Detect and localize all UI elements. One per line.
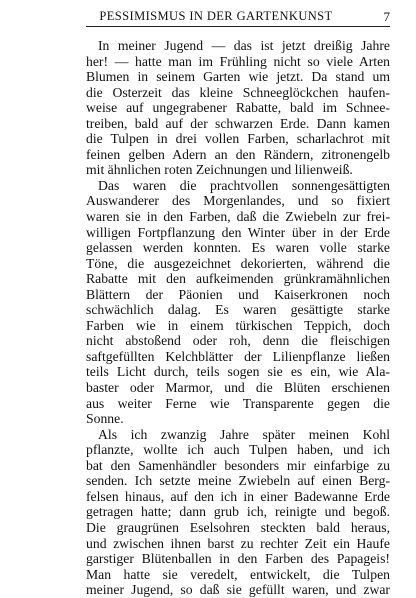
text-line: teils Licht durch, teils sogen sie es ein, wie Ala- [86, 364, 390, 380]
text-line: Blumen in seinem Garten wie jetzt. Da stand um [86, 69, 390, 85]
text-line: In meiner Jugend — das ist jetzt dreißig Jahre [98, 38, 390, 53]
text-line: feinen gelben Adern an den Rändern, zitronengelb [86, 146, 390, 162]
text-line: nicht abstoßend oder roh, denn die fleischigen [86, 333, 390, 349]
text-line: garstiger Blütenballen in den Farben des Papageis! [86, 551, 390, 567]
text-line: Auswanderer des Morgenlandes, und so fixiert [86, 193, 390, 209]
body-text [86, 38, 390, 598]
running-head: PESSIMISMUS IN DER GARTENKUNST [99, 9, 333, 23]
text-line: Töne, die ausgezeichnet dekorierten, während die [86, 255, 390, 271]
text-line: Man hatte sie veredelt, entwickelt, die Tulpen [86, 566, 390, 582]
text-line: Farben wie in einem türkischen Teppich, doch [86, 317, 390, 333]
text-line: waren sie in den Farben, daß die Zwiebeln zur frei- [86, 209, 390, 225]
text-line: Rabatte mit den aufkeimenden grünkramähnlichen [86, 271, 390, 287]
text-line: saftgefüllten Kelchblätter der Lilienpflanze ließen [86, 348, 390, 364]
text-line: Blättern der Päonien und Kaiserkronen noch [86, 286, 390, 302]
text-line: schwächlich dalag. Es waren gesättigte starke [86, 302, 390, 318]
text-line: her! — hatte man im Frühling nicht so viele Arten [86, 53, 390, 69]
text-line: mit ähnlichen roten Zeichnungen und lilienweiß. [86, 162, 353, 178]
text-line: weise auf ungegrabener Rabatte, bald im Schnee- [86, 100, 390, 116]
page-number: 7 [383, 9, 390, 24]
text-line: felsen hinaus, auf den ich in einer Badewanne Erde [86, 488, 390, 504]
text-line: willigen Fortpflanzung den Winter über in der Erde [86, 224, 390, 240]
text-line: aus weiter Ferne wie Transparente gegen die [86, 395, 390, 411]
text-line: Sonne. [86, 411, 124, 427]
text-line: Als ich zwanzig Jahre später meinen Kohl [98, 426, 390, 442]
text-line: bat den Samenhändler besonders mir einfarbige zu [86, 457, 390, 473]
page-header [86, 9, 390, 31]
text-line: die Tulpen in drei vollen Farben, scharlachrot mit [86, 131, 390, 147]
text-line: die Osterzeit das kleine Schneeglöckchen haufen- [86, 84, 390, 100]
text-line: meiner Jugend, so daß sie gefüllt waren, und zwar [86, 582, 390, 598]
text-line: treiben, bald auf der schwarzen Erde. Dann kamen [86, 115, 390, 131]
text-line: pflanzte, wollte ich auch Tulpen haben, und ich [86, 442, 390, 458]
text-line: senden. Ich setzte meine Zwiebeln auf einen Berg- [86, 473, 390, 489]
text-line: Die graugrünen Eselsohren steckten bald heraus, [86, 519, 390, 535]
text-line: baster oder Marmor, und die Blüten erschienen [86, 380, 390, 396]
text-line: gelassen werden konnten. Es waren volle starke [86, 240, 390, 256]
text-line: und zwischen ihnen barst zu rechter Zeit ein Haufe [86, 535, 390, 551]
header-rule [86, 26, 390, 27]
text-line: Das waren die prachtvollen sonnengesättigten [98, 177, 390, 193]
text-line: getragen hatte; dann grub ich, reinigte und begoß. [86, 504, 390, 520]
